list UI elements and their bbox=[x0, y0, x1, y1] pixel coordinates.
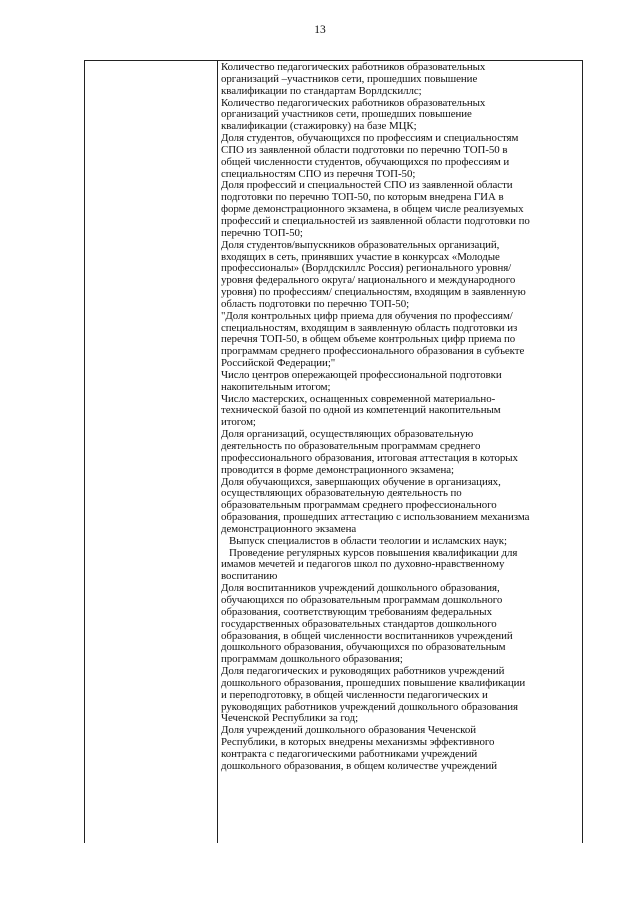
indicator-line: итогом; bbox=[221, 416, 256, 429]
indicator-line: Число центров опережающей профессиональной подготовки bbox=[221, 368, 502, 381]
indicator-line: организаций –участников сети, прошедших повышение bbox=[221, 72, 478, 85]
indicator-line: контракта с педагогическими работниками учреждений bbox=[221, 747, 478, 760]
indicator-line: дошкольного образования, обучающихся по образовательным bbox=[221, 641, 506, 654]
indicator-line: организаций участников сети, прошедших повышение bbox=[221, 108, 472, 121]
indicator-line: образовательным программам среднего профессионального bbox=[221, 499, 497, 512]
indicator-line: образования, соответствующим требованиям федеральных bbox=[221, 605, 492, 618]
indicator-line: Выпуск специалистов в области теологии и исламских наук; bbox=[221, 534, 508, 547]
indicator-line: уровня федерального округа/ национального и международного bbox=[221, 274, 516, 287]
indicator-line: форме демонстрационного экзамена, в общем числе реализуемых bbox=[221, 203, 524, 216]
indicator-table bbox=[84, 60, 583, 843]
indicator-line: входящих в сеть, принявших участие в конкурсах «Молодые bbox=[221, 250, 500, 263]
indicator-line: деятельность по образовательным программам среднего bbox=[221, 440, 481, 452]
indicator-line: специальностям, входящим в заявленную область подготовки из bbox=[221, 321, 518, 334]
indicator-line: специальностям СПО из перечня ТОП-50; bbox=[221, 167, 416, 180]
indicator-line: обучающихся по образовательным программам дошкольного bbox=[221, 593, 503, 606]
indicator-line: Доля студентов/выпускников образовательных организаций, bbox=[221, 238, 500, 251]
indicator-line: Число мастерских, оснащенных современной материально- bbox=[221, 392, 496, 405]
indicator-line: профессионалы» (Ворлдскиллс Россия) регионального уровня/ bbox=[221, 262, 512, 275]
indicator-line: Республики, в которых внедрены механизмы эффективного bbox=[221, 736, 495, 749]
indicator-line: уровня) по профессиям/ специальностям, входящим в заявленную bbox=[221, 286, 526, 299]
indicator-line: накопительным итогом; bbox=[221, 380, 331, 393]
indicator-line: дошкольного образования, в общем количестве учреждений bbox=[221, 759, 498, 772]
indicator-line: демонстрационного экзамена bbox=[221, 522, 357, 535]
indicator-line: руководящих работников учреждений дошкольного образования bbox=[221, 700, 519, 713]
indicator-line: Доля организаций, осуществляющих образовательную bbox=[221, 428, 474, 441]
indicator-line: государственных образовательных стандартов дошкольного bbox=[221, 617, 497, 630]
indicator-line: Российской Федерации;" bbox=[221, 357, 336, 370]
indicator-line: общей численности студентов, обучающихся по профессиям и bbox=[221, 155, 510, 168]
indicator-line: программам дошкольного образования; bbox=[221, 653, 403, 666]
indicator-line: квалификации (стажировку) на базе МЦК; bbox=[221, 120, 417, 133]
indicator-line: перечня ТОП-50, в общем объеме контрольных цифр приема по bbox=[221, 333, 516, 346]
indicator-line: Количество педагогических работников образовательных bbox=[221, 96, 486, 109]
indicator-line: проводится в форме демонстрационного экзамена; bbox=[221, 463, 455, 476]
indicator-line: Доля профессий и специальностей СПО из заявленной области bbox=[221, 179, 513, 192]
indicator-line: Доля студентов, обучающихся по профессиям и специальностям bbox=[221, 132, 519, 145]
indicator-line: технической базой по одной из компетенций накопительным bbox=[221, 404, 501, 417]
indicator-line: СПО из заявленной области подготовки по перечню ТОП-50 в bbox=[221, 143, 508, 156]
page-number: 13 bbox=[314, 24, 326, 36]
indicator-line: Количество педагогических работников образовательных bbox=[221, 61, 486, 73]
indicator-line: и переподготовку, в общей численности педагогических и bbox=[221, 688, 488, 701]
indicator-line: образования, в общей численности воспитанников учреждений bbox=[221, 629, 513, 642]
indicator-line: Доля учреждений дошкольного образования Чеченской bbox=[221, 724, 476, 737]
indicator-line: Доля обучающихся, завершающих обучение в организациях, bbox=[221, 475, 501, 488]
indicator-line: дошкольного образования, прошедших повышение квалификации bbox=[221, 676, 526, 689]
indicator-line: квалификации по стандартам Ворлдскиллс; bbox=[221, 84, 422, 97]
indicator-line: Доля педагогических и руководящих работников учреждений bbox=[221, 665, 505, 678]
indicator-line: образования, прошедших аттестацию с использованием механизма bbox=[221, 511, 530, 524]
indicator-line: подготовки по перечню ТОП-50, по которым внедрена ГИА в bbox=[221, 191, 504, 204]
indicator-line: программам среднего профессионального образования в субъекте bbox=[221, 345, 525, 358]
indicator-line: Чеченской Республики за год; bbox=[221, 712, 359, 725]
indicator-line: профессионального образования, итоговая аттестация в которых bbox=[221, 451, 518, 464]
indicator-line: профессий и специальностей из заявленной области подготовки по bbox=[221, 214, 530, 227]
indicator-line: Проведение регулярных курсов повышения квалификации для bbox=[221, 546, 518, 559]
indicator-line: перечню ТОП-50; bbox=[221, 226, 303, 239]
column-divider bbox=[217, 61, 218, 843]
indicator-line: Доля воспитанников учреждений дошкольного образования, bbox=[221, 582, 500, 595]
indicators-cell bbox=[221, 62, 581, 773]
indicator-line: воспитанию bbox=[221, 570, 278, 583]
indicator-line: имамов мечетей и педагогов школ по духовно-нравственному bbox=[221, 558, 505, 571]
indicator-line: "Доля контрольных цифр приема для обучения по профессиям/ bbox=[221, 309, 513, 322]
indicator-line: осуществляющих образовательную деятельность по bbox=[221, 487, 462, 500]
indicator-line: область подготовки по перечню ТОП-50; bbox=[221, 297, 410, 310]
